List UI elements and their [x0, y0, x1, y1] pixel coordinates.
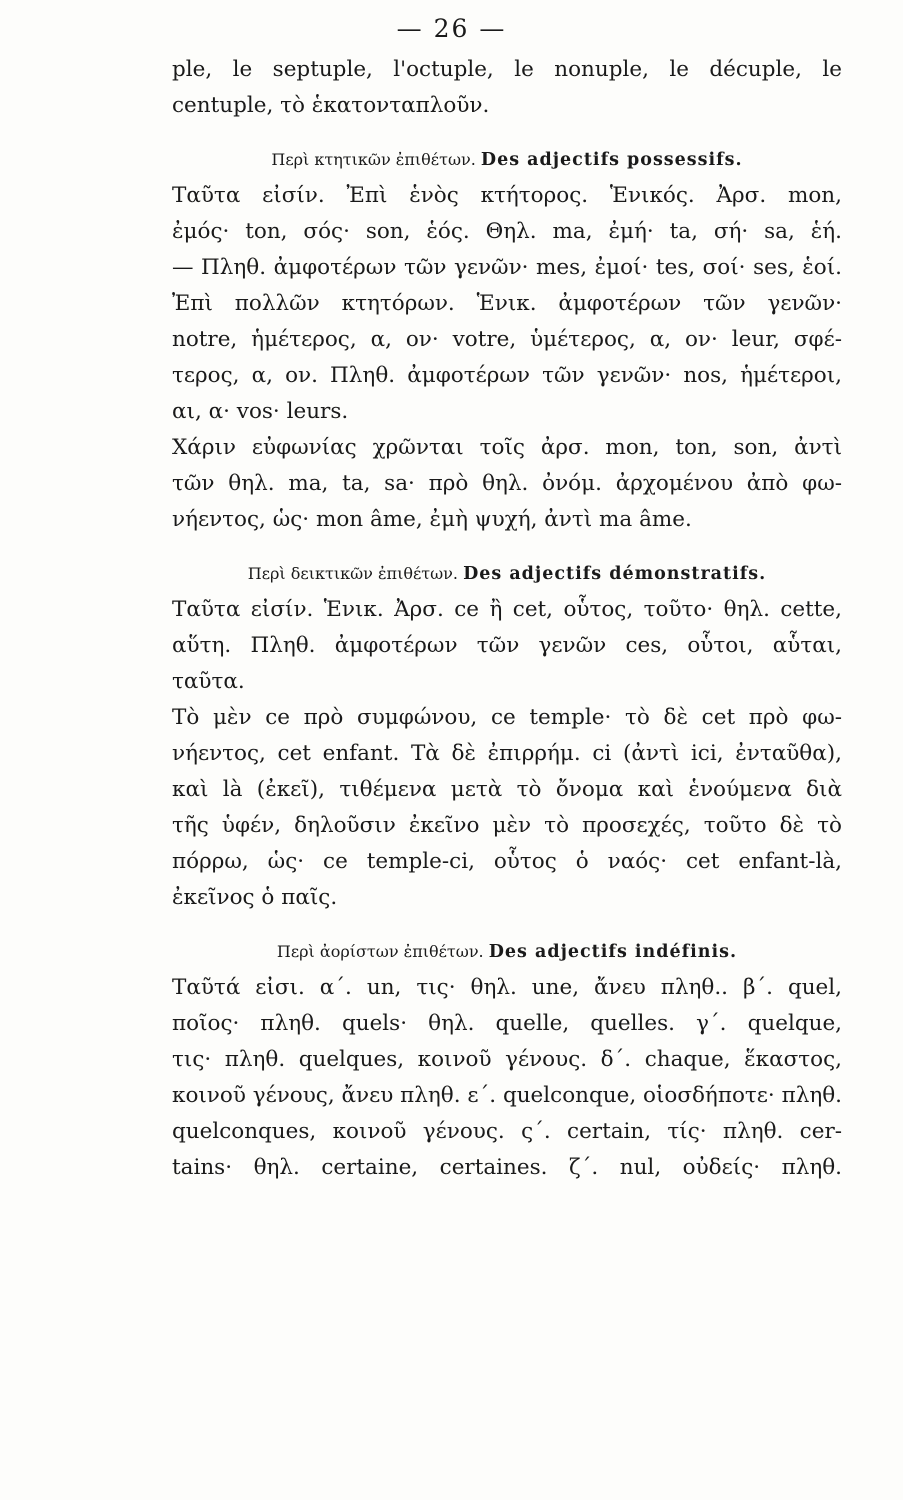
heading-greek: Περὶ ἀορίστων ἐπιθέτων.: [276, 942, 484, 961]
text-line: Χάριν εὐφωνίας χρῶνται τοῖς ἀρσ. mon, ton, son, ἀντὶ: [172, 435, 842, 460]
heading-french: Des adjectifs démonstratifs.: [463, 564, 767, 584]
heading-greek: Περὶ κτητικῶν ἐπιθέτων.: [271, 150, 476, 169]
section-heading-possessifs: [172, 142, 842, 178]
text-line: ple, le septuple, l'octuple, le nonuple, le décuple, le: [172, 57, 842, 82]
text-line: ταῦτα.: [172, 669, 245, 694]
body-text: [172, 52, 842, 1186]
heading-french: Des adjectifs possessifs.: [480, 150, 743, 170]
text-line: κοινοῦ γένους, ἄνευ πληθ. ε΄. quelconque, οἱοσδήποτε· πληθ.: [172, 1083, 843, 1108]
text-line: νήεντος, ὡς· mon âme, ἐμὴ ψυχή, ἀντὶ ma âme.: [172, 507, 692, 532]
text-line: αὕτη. Πληθ. ἀμφοτέρων τῶν γενῶν ces, οὗτοι, αὗται,: [172, 633, 842, 658]
text-line: centuple, τὸ ἑκατονταπλοῦν.: [172, 93, 490, 118]
text-line: τερος, α, ον. Πληθ. ἀμφοτέρων τῶν γενῶν· nos, ἡμέτεροι,: [172, 363, 842, 388]
text-line: ποῖος· πληθ. quels· θηλ. quelle, quelles. γ΄. quelque,: [172, 1011, 842, 1036]
text-line: — Πληθ. ἀμφοτέρων τῶν γενῶν· mes, ἐμοί· tes, σοί· ses, ἑοί.: [172, 255, 842, 280]
section-heading-demonstratifs: [172, 556, 842, 592]
text-line: Ταῦτά εἰσι. α΄. un, τις· θηλ. une, ἄνευ πληθ.. β΄. quel,: [172, 975, 842, 1000]
heading-greek: Περὶ δεικτικῶν ἐπιθέτων.: [247, 564, 458, 583]
text-line: Ταῦτα εἰσίν. Ἐπὶ ἑνὸς κτήτορος. Ἑνικός. Ἀρσ. mon,: [172, 183, 842, 208]
text-line: αι, α· vos· leurs.: [172, 399, 349, 424]
text-line: Τὸ μὲν ce πρὸ συμφώνου, ce temple· τὸ δὲ cet πρὸ φω-: [172, 705, 842, 730]
text-line: νήεντος, cet enfant. Τὰ δὲ ἐπιρρήμ. ci (ἀντὶ ici, ἐνταῦθα),: [172, 741, 842, 766]
text-line: πόρρω, ὡς· ce temple-ci, οὗτος ὁ ναός· cet enfant-là,: [172, 849, 842, 874]
text-line: quelconques, κοινοῦ γένους. ς΄. certain, τίς· πληθ. cer-: [172, 1119, 842, 1144]
text-line: τις· πληθ. quelques, κοινοῦ γένους. δ΄. chaque, ἕκαστος,: [172, 1047, 842, 1072]
text-line: ἐμός· ton, σός· son, ἑός. Θηλ. ma, ἐμή· ta, σή· sa, ἑή.: [172, 219, 842, 244]
heading-french: Des adjectifs indéfinis.: [488, 942, 738, 962]
text-line: τῶν θηλ. ma, ta, sa· πρὸ θηλ. ὀνόμ. ἀρχομένου ἀπὸ φω-: [172, 471, 842, 496]
text-line: Ταῦτα εἰσίν. Ἑνικ. Ἀρσ. ce ἢ cet, οὗτος, τοῦτο· θηλ. cette,: [172, 597, 842, 622]
section-heading-indefinis: [172, 934, 842, 970]
text-line: notre, ἡμέτερος, α, ον· votre, ὑμέτερος, α, ον· leur, σφέ-: [172, 327, 842, 352]
text-line: tains· θηλ. certaine, certaines. ζ΄. nul, οὐδείς· πληθ.: [172, 1155, 842, 1180]
page-number: — 26 —: [396, 14, 507, 43]
text-line: ἐκεῖνος ὁ παῖς.: [172, 885, 338, 910]
text-line: Ἐπὶ πολλῶν κτητόρων. Ἑνικ. ἀμφοτέρων τῶν γενῶν·: [172, 291, 842, 316]
text-line: καὶ là (ἐκεῖ), τιθέμενα μετὰ τὸ ὄνομα καὶ ἑνούμενα διὰ: [172, 777, 842, 802]
text-line: τῆς ὑφέν, δηλοῦσιν ἐκεῖνο μὲν τὸ προσεχές, τοῦτο δὲ τὸ: [172, 813, 842, 838]
